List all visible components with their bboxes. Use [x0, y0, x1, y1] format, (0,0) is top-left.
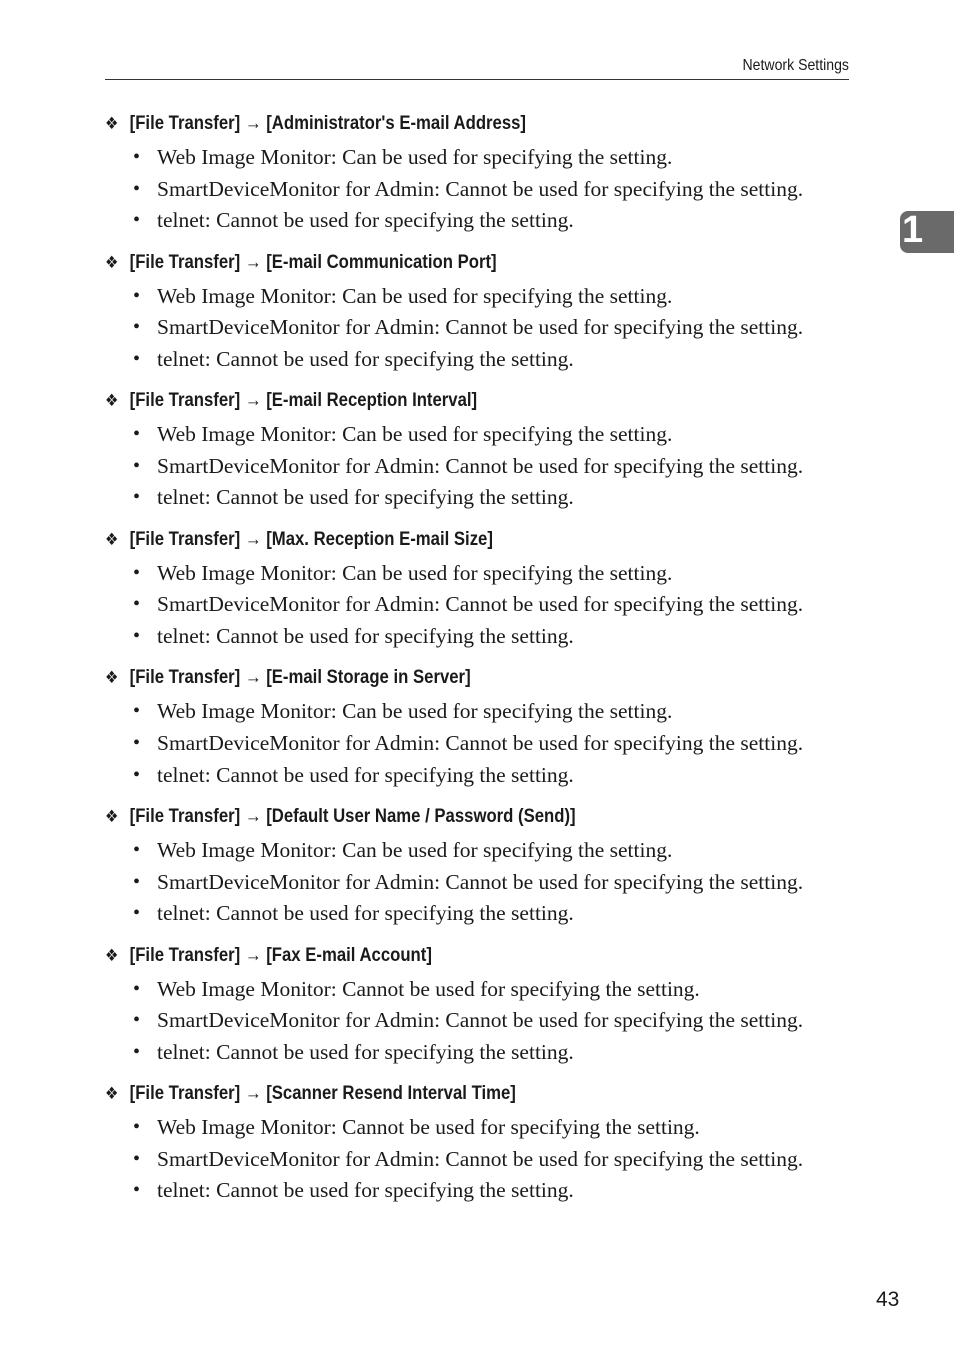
- list-item-text: Web Image Monitor: Can be used for specifying the setting.: [157, 560, 673, 585]
- list-item-text: SmartDeviceMonitor for Admin: Cannot be used for specifying the setting.: [157, 730, 804, 755]
- list-item: [105, 696, 855, 728]
- bullet-icon: •: [133, 454, 141, 477]
- list-item-text: SmartDeviceMonitor for Admin: Cannot be used for specifying the setting.: [157, 1008, 804, 1033]
- list-item-text: SmartDeviceMonitor for Admin: Cannot be used for specifying the setting.: [157, 176, 804, 201]
- list-item: [105, 1175, 855, 1207]
- section-heading: [105, 110, 765, 138]
- list-item-text: SmartDeviceMonitor for Admin: Cannot be used for specifying the setting.: [157, 315, 804, 340]
- list-item: [105, 558, 855, 590]
- list-item-text: Web Image Monitor: Can be used for specifying the setting.: [157, 699, 673, 724]
- settings-section: [105, 942, 855, 1081]
- section-heading-text: [File Transfer] → [Fax E-mail Account]: [129, 944, 432, 966]
- list-item: [105, 898, 855, 930]
- diamond-marker-icon: ❖: [105, 114, 119, 133]
- bullet-icon: •: [133, 1009, 141, 1032]
- list-item: [105, 344, 855, 376]
- settings-section: [105, 526, 855, 665]
- bullet-icon: •: [133, 731, 141, 754]
- section-heading-text: [File Transfer] → [E-mail Storage in Server]: [129, 667, 471, 689]
- bullet-icon: •: [133, 763, 141, 786]
- diamond-marker-icon: ❖: [105, 668, 119, 688]
- list-item: [105, 1144, 855, 1176]
- list-item-text: Web Image Monitor: Can be used for specifying the setting.: [157, 837, 673, 862]
- header-title: Network Settings: [742, 57, 849, 74]
- bullet-icon: •: [133, 209, 141, 232]
- section-heading-text: [File Transfer] → [Administrator's E-mail Address]: [129, 113, 526, 134]
- settings-section: [105, 803, 855, 942]
- bullet-list: [105, 281, 855, 376]
- list-item: [105, 312, 855, 344]
- list-item: [105, 760, 855, 792]
- bullet-icon: •: [133, 700, 141, 723]
- bullet-icon: •: [133, 870, 141, 893]
- bullet-list: [105, 974, 855, 1069]
- bullet-icon: •: [133, 423, 141, 446]
- diamond-marker-icon: ❖: [105, 1084, 119, 1104]
- bullet-list: [105, 419, 855, 514]
- list-item: [105, 142, 855, 174]
- list-item: [105, 974, 855, 1006]
- bullet-icon: •: [133, 977, 141, 1000]
- list-item-text: SmartDeviceMonitor for Admin: Cannot be used for specifying the setting.: [157, 869, 804, 894]
- bullet-list: [105, 1112, 855, 1207]
- list-item: [105, 281, 855, 313]
- list-item-text: SmartDeviceMonitor for Admin: Cannot be used for specifying the setting.: [157, 592, 804, 617]
- bullet-icon: •: [133, 561, 141, 584]
- bullet-list: [105, 835, 855, 930]
- list-item: [105, 835, 855, 867]
- diamond-marker-icon: ❖: [105, 945, 119, 965]
- list-item: [105, 621, 855, 653]
- list-item-text: telnet: Cannot be used for specifying the setting.: [157, 346, 574, 371]
- bullet-icon: •: [133, 347, 141, 370]
- settings-section: [105, 110, 855, 249]
- list-item-text: telnet: Cannot be used for specifying the setting.: [157, 1178, 574, 1203]
- list-item-text: Web Image Monitor: Can be used for specifying the setting.: [157, 283, 673, 308]
- bullet-list: [105, 558, 855, 653]
- bullet-icon: •: [133, 624, 141, 647]
- bullet-icon: •: [133, 486, 141, 509]
- list-item: [105, 1112, 855, 1144]
- bullet-icon: •: [133, 1116, 141, 1139]
- bullet-icon: •: [133, 1179, 141, 1202]
- page-number: 43: [876, 1288, 900, 1311]
- list-item-text: SmartDeviceMonitor for Admin: Cannot be used for specifying the setting.: [157, 453, 804, 478]
- list-item: [105, 1037, 855, 1069]
- diamond-marker-icon: ❖: [105, 806, 119, 826]
- list-item: [105, 589, 855, 621]
- list-item: [105, 419, 855, 451]
- diamond-marker-icon: ❖: [105, 252, 119, 272]
- bullet-list: [105, 696, 855, 791]
- bullet-icon: •: [133, 1147, 141, 1170]
- bullet-icon: •: [133, 284, 141, 307]
- list-item-text: telnet: Cannot be used for specifying the setting.: [157, 208, 574, 233]
- settings-section: [105, 387, 855, 526]
- settings-section: [105, 664, 855, 803]
- section-heading: [105, 664, 765, 692]
- bullet-icon: •: [133, 316, 141, 339]
- section-heading: [105, 1080, 765, 1108]
- list-item: [105, 1005, 855, 1037]
- section-heading: [105, 526, 765, 554]
- section-heading: [105, 249, 765, 277]
- diamond-marker-icon: ❖: [105, 529, 119, 549]
- list-item: [105, 867, 855, 899]
- list-item-text: telnet: Cannot be used for specifying the setting.: [157, 623, 574, 648]
- bullet-icon: •: [133, 838, 141, 861]
- chapter-number: 1: [902, 209, 924, 251]
- list-item: [105, 205, 855, 237]
- list-item-text: telnet: Cannot be used for specifying the setting.: [157, 1039, 574, 1064]
- bullet-icon: •: [133, 1040, 141, 1063]
- section-heading: [105, 803, 765, 831]
- list-item-text: Web Image Monitor: Can be used for specifying the setting.: [157, 422, 673, 447]
- list-item-text: Web Image Monitor: Cannot be used for specifying the setting.: [157, 1115, 700, 1140]
- bullet-icon: •: [133, 177, 141, 200]
- settings-section: [105, 249, 855, 388]
- list-item: [105, 451, 855, 483]
- section-heading-text: [File Transfer] → [E-mail Reception Interval]: [129, 390, 478, 412]
- list-item: [105, 482, 855, 514]
- list-item-text: telnet: Cannot be used for specifying the setting.: [157, 485, 574, 510]
- bullet-list: [105, 142, 855, 237]
- settings-section: [105, 1080, 855, 1219]
- list-item-text: Web Image Monitor: Cannot be used for specifying the setting.: [157, 976, 700, 1001]
- section-heading-text: [File Transfer] → [Max. Reception E-mail Size]: [129, 528, 493, 550]
- chapter-tab: [900, 211, 954, 253]
- diamond-marker-icon: ❖: [105, 391, 119, 411]
- section-heading: [105, 387, 765, 415]
- section-heading-text: [File Transfer] → [E-mail Communication Port]: [129, 251, 497, 273]
- section-heading: [105, 942, 765, 970]
- list-item-text: SmartDeviceMonitor for Admin: Cannot be used for specifying the setting.: [157, 1146, 804, 1171]
- document-body: [105, 110, 855, 1219]
- bullet-icon: •: [133, 902, 141, 925]
- list-item-text: telnet: Cannot be used for specifying the setting.: [157, 901, 574, 926]
- list-item: [105, 728, 855, 760]
- section-heading-text: [File Transfer] → [Default User Name / Password (Send)]: [129, 805, 576, 827]
- section-heading-text: [File Transfer] → [Scanner Resend Interval Time]: [129, 1083, 516, 1105]
- list-item-text: telnet: Cannot be used for specifying the setting.: [157, 762, 574, 787]
- bullet-icon: •: [133, 146, 141, 168]
- page-header: [105, 55, 849, 80]
- list-item-text: Web Image Monitor: Can be used for specifying the setting.: [157, 145, 673, 169]
- list-item: [105, 174, 855, 206]
- bullet-icon: •: [133, 593, 141, 616]
